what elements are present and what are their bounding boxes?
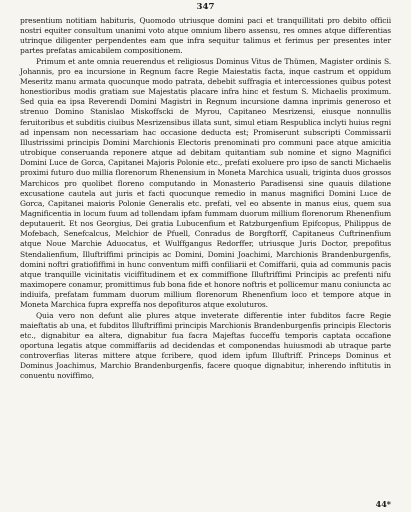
page-number: 347 [196, 2, 215, 12]
paragraph-1: presentium notitiam habituris, Quomodo utriusque domini paci et tranquillitati pro debito officii nostri equiter consultum unanimi voto atque omnium libero assensu, res omnes atque differentias utrinque diligenter perpendentes eam que infra sequitur talimus et ferimus per presentes inter partes prefatas amicabilem compositionem. [20, 16, 391, 56]
paragraph-2: Primum et ante omnia reuerendus et religiosus Dominus Vitus de Thümen, Magister ordinis S. Johannis, pro ea incursione in Regnum facre Regie Maiestatis facta, inque castrum et oppidum Meseritz manu armata quocunque modo patrata, debebit suffragia et intercessiones quibus potest honestioribus modis gratiam sue Majestatis placare infra hinc et festum S. Michaelis proximum. Sed quia ea ipsa Reverendi Domini Magistri in Regnum incursione damna inprimis generoso et strenuo Domino Stanislao Miskoffscki de Myrou, Capitaneo Mesrizensi, eiusque nonnullis feruitoribus et subditis ciuibus Mesrizensibus illata sunt, simul etiam Respublica inclyti huius regni ad inpensam non necessariam hac occasione deducta est; Promiserunt subscripti Commissarii Illustrissimi principis Domini Marchionis Electoris prenominati pro communi pace atque amicitia utrobique conseruanda reponere atque ad debitam quitantiam sub nomine et signo Magnifici Domini Luce de Gorca, Capitanei Majoris Polonie etc., prefati exoluere pro ipso de sancti Michaelis proximi futuro duo millia florenorum Rhenensium in Moneta Marchica usuali, triginta duos grossos Marchicos pro quolibet floreno computando in Monasterio Paradisensi sine quauis dilatione excusatione cautela aut juris et facti quocunque remedio in manus magnifici Domini Luce de Gorca, Capitanei maioris Polonie Generalis etc. prefati, vel eo absente in manus eius, quem sua Magnificentia in locum fuum ad tollendam ipfam fummam duorum millium florenorum Rhenenfium deputauerit. Et nos Georgius, Dei gratia Lubucenfium et Ratzburgenfium Epifcopus, Philippus de Mofebach, Senefcalcus, Melchior de Pfuell, Conradus de Borgftorff, Capitaneus Cuftrinenfium atque Noue Marchie Aduocatus, et Wulffgangus Redorffer, utriusque Juris Doctor, prepofitus Stendalienfium, Illuftriffimi principis ac Domini, Domini Joachimi, Marchionis Brandenburgenfis, domini noftri gratiofiffimi in hunc conventum miffi confiliarii et Comiffarii, quia ad communis pacis atque tranquille vicinitatis viciffitudinem et ex commiffione Illuftriffimi Principis ac prefenti nifu maximopere conamur, promittimus fub bona fide et honore noftris et pollicemur manu coniuncta ac indiuifa, prefatam fummam duorum millium florenorum Rhenenfium loco et tempore atque in Moneta Marchica fupra expreffa nos depofituros atque exoluturos. [20, 56, 391, 310]
paragraph-3: Quia vero non defunt alie plures atque inveterate differentie inter fubditos facre Regie maieftatis ab una, et fubditos Illuftriffimi principis Marchionis Brandenburgenfis principis Electoris etc., dignabitur ea altera, dignabitur fua facra Majeftas fucceffu temporis captata occafione oportuna legatis atque commiffariis ad decidendas et componendas huiusmodi ab utraque parte controverfias literas mittere atque fcribere, quod idem ipfum Illuftriff. Princeps Dominus et Dominus Joachimus, Marchio Brandenburgenfis, facere quoque dignabitur, inherendo inftitutis in conuentu noviffimo, [20, 310, 391, 381]
body-text [20, 16, 391, 382]
signature-mark: 44* [375, 499, 391, 509]
